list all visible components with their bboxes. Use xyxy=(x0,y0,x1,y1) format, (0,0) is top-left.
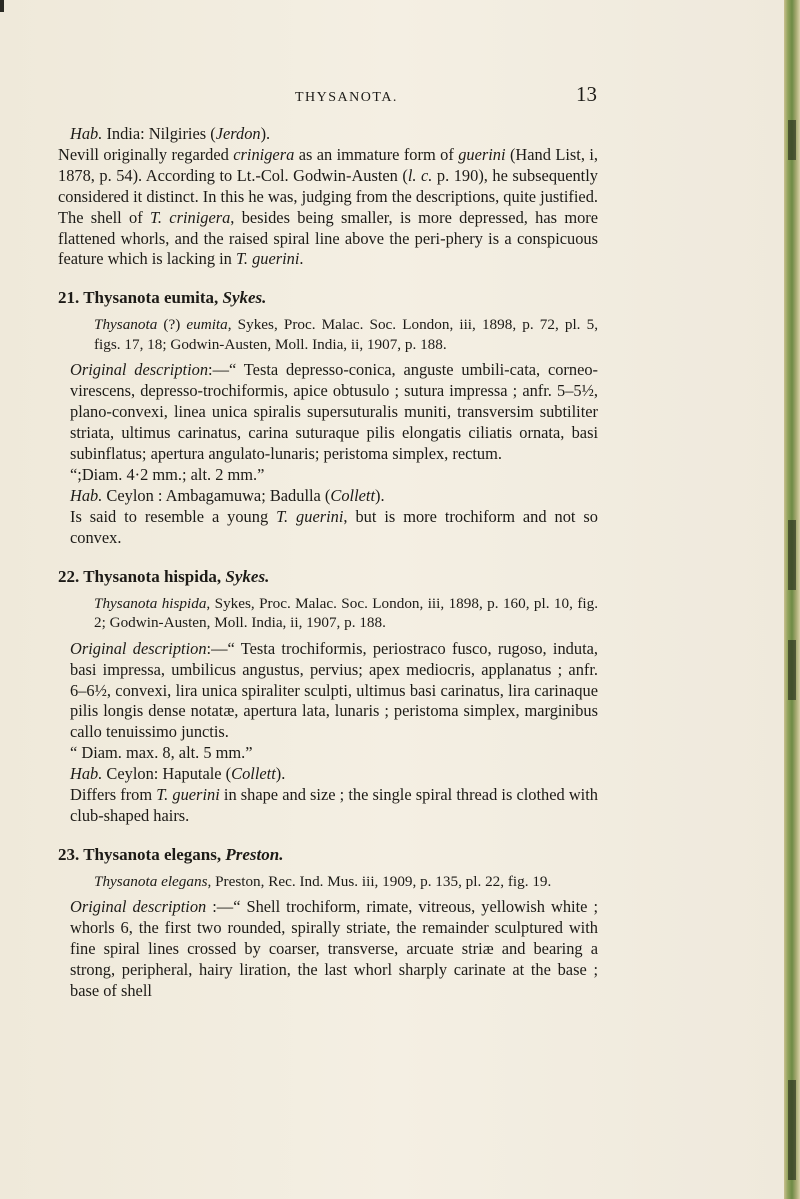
hab-label: Hab. xyxy=(70,124,103,143)
page-header xyxy=(0,80,785,110)
description-text: :—“ Testa depresso-conica, anguste umbili-cata, corneo-virescens, depresso-trochiformis, apice obtusulo ; sutura impressa ; anfr. 5–5½, plano-convexi, linea unica spiralis supersuturalis muniti, transversim subtiliter striata, ultimus carinatus, carina suturaque pilis elongatis ciliatis ornata, basi subinflatus; apertura angulato-lunaris; peristoma simplex, rectum. xyxy=(70,360,598,464)
hab-author: Collett xyxy=(330,485,376,505)
italic-run: crinigera xyxy=(233,144,295,164)
italic-run: eumita xyxy=(186,316,228,334)
text-run: , besides being smaller, is more depressed, has more flattened whorls, and the raised spiral line above the peri-phery is a conspicuous feature which is lacking in xyxy=(58,207,598,269)
text-run: , but is more trochiform and not so convex. xyxy=(70,506,598,547)
description-21 xyxy=(58,360,598,465)
italic-run: T. guerini xyxy=(156,785,220,805)
scan-edge-mark xyxy=(0,0,4,12)
description-text: :—“ Testa trochiformis, periostraco fusco, rugoso, induta, basi impressa, umbilicus angustus, pervius; apex mediocris, applanatus ; anfr. 6–6½, convexi, lira unica spiraliter sculpti, ultimus basi carinatus, lira carinaque pilis longis dense notatæ, apertura lata, lunaris ; peristoma simplex, marginibus callo tenuissimo junctis. xyxy=(70,638,598,742)
dimensions-21: “;Diam. 4·2 mm.; alt. 2 mm.” xyxy=(70,464,265,484)
intro-habitat xyxy=(58,124,598,145)
text-run: Nevill originally regarded xyxy=(58,144,234,164)
hab-end: ). xyxy=(375,485,385,505)
text-run: Is said to resemble a young xyxy=(70,506,277,526)
description-label: Original description xyxy=(70,897,207,917)
edge-mark xyxy=(788,120,796,160)
text-run: p. 190), he subsequently considered it distinct. In this he was, judging from the descriptions, quite justified. The shell of xyxy=(58,165,598,227)
italic-run: T. guerini xyxy=(276,506,344,526)
edge-mark xyxy=(788,640,796,700)
text-run: , Preston, Rec. Ind. Mus. iii, 1909, p. 135, pl. 22, fig. 19. xyxy=(207,872,552,890)
page-number: 13 xyxy=(576,82,597,106)
intro-paragraph xyxy=(58,145,598,270)
heading-text: 22. Thysanota hispida, xyxy=(58,566,222,586)
hab-end: ). xyxy=(275,764,286,784)
species-heading-22 xyxy=(58,567,598,588)
dimensions-22: “ Diam. max. 8, alt. 5 mm.” xyxy=(70,743,253,763)
edge-mark xyxy=(788,1080,796,1180)
text-run: Differs from xyxy=(70,785,157,805)
italic-run: l. c. xyxy=(407,165,433,185)
reference-21 xyxy=(58,315,598,354)
text-run: (?) xyxy=(157,316,187,334)
hab-text: Ceylon : Ambagamuwa; Badulla ( xyxy=(102,485,331,505)
species-heading-21 xyxy=(58,288,598,309)
heading-text: 23. Thysanota elegans, xyxy=(58,844,222,864)
hab-label: Hab. xyxy=(70,764,103,784)
running-title: THYSANOTA. xyxy=(295,90,398,105)
habitat-22 xyxy=(58,764,598,785)
italic-run: Thysanota hispida xyxy=(94,594,207,612)
hab-label: Hab. xyxy=(70,485,103,505)
description-label: Original description xyxy=(70,360,209,380)
italic-run: guerini xyxy=(458,144,506,164)
text-run: , Sykes, Proc. Malac. Soc. London, iii, 1898, p. 72, pl. 5, figs. 17, 18; Godwin-Austen, Moll. India, ii, 1907, p. 188. xyxy=(94,316,598,353)
italic-run: T. guerini xyxy=(235,249,300,269)
italic-run: Thysanota elegans xyxy=(94,872,208,890)
reference-22 xyxy=(58,594,598,633)
hab-author: Collett xyxy=(231,764,276,784)
note-21 xyxy=(58,507,598,549)
species-heading-23 xyxy=(58,845,598,866)
hab-text: India: Nilgiries ( xyxy=(106,124,216,143)
italic-run: Thysanota xyxy=(94,316,158,334)
habitat-21 xyxy=(58,486,598,507)
hab-text: Ceylon: Haputale ( xyxy=(102,764,232,784)
page-body xyxy=(58,124,598,1002)
heading-author: Sykes. xyxy=(222,288,267,308)
heading-text: 21. Thysanota eumita, xyxy=(58,288,219,308)
text-run: as an immature form of xyxy=(294,144,459,164)
edge-mark xyxy=(788,520,796,590)
description-label: Original description xyxy=(70,638,207,658)
heading-author: Sykes. xyxy=(225,566,270,586)
text-run: in shape and size ; the single spiral thread is clothed with club-shaped hairs. xyxy=(70,785,598,825)
text-run: (Hand List, i, 1878, p. 54). According to Lt.-Col. Godwin-Austen ( xyxy=(58,144,598,185)
description-22 xyxy=(58,639,598,744)
text-run: , Sykes, Proc. Malac. Soc. London, iii, 1898, p. 160, pl. 10, fig. 2; Godwin-Austen, Moll. India, ii, 1907, p. 188. xyxy=(94,594,598,632)
description-text: :—“ Shell trochiform, rimate, vitreous, yellowish white ; whorls 6, the first two rounded, spirally striate, the remainder sculptured with fine spiral lines crossed by coarser, transverse, arcuate striæ and bearing a strong, peripheral, hairy liration, the last whorl sharply carinate at the base ; base of shell xyxy=(70,897,598,1000)
page-edge-strip xyxy=(784,0,800,1199)
description-23 xyxy=(58,897,598,1002)
text-run: . xyxy=(299,249,304,269)
heading-author: Preston. xyxy=(225,844,284,864)
reference-23 xyxy=(58,872,598,892)
note-22 xyxy=(58,785,598,827)
italic-run: T. crinigera xyxy=(150,207,231,227)
hab-author: Jerdon xyxy=(215,124,261,143)
hab-end: ). xyxy=(260,124,271,143)
